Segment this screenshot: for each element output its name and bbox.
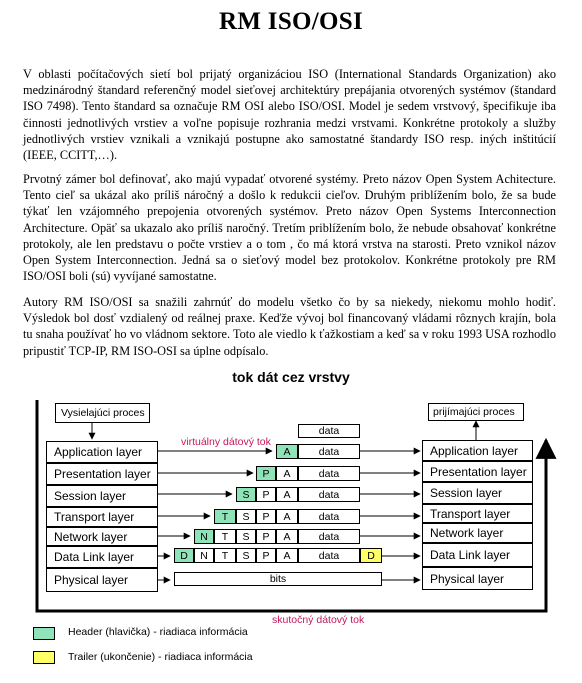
header-cell-t: T — [214, 548, 236, 563]
header-cell-a: A — [276, 529, 298, 544]
header-cell-a: A — [276, 509, 298, 524]
receiver-process: prijímajúci proces — [428, 403, 524, 421]
header-cell-a: A — [276, 548, 298, 563]
right-network-layer: Network layer — [422, 523, 533, 543]
header-cell-a: A — [276, 487, 298, 502]
header-cell-s: S — [236, 529, 256, 544]
paragraph-history: Prvotný zámer bol definovať, ako majú vypadať otvorené systémy. Preto názov Open System Achitecture. Tento cieľ sa ukázal ako príliš náročný a došlo k redukcii cieľov. Druhým priblížením bolo, že sa bude týkať len vzájomného prepojenia otvorených systémov. Preto názov Open Systems Interconnection Architecture. Opäť sa ukazalo ako príliš naročný. Tretím priblížením bolo, že nebude obsahovať konkrétne protokoly, ale len predstavu o počte vrstiev a o tom , čo má ktorá vrstva na starosti. Preto vznikol názov Open System Interconnection. Jedná sa o sieťový model bez protokolov. Konkrétne protokoly pre RM ISO/OSI boli (sú) vyvíjané samostatne. — [23, 172, 556, 284]
legend-header-text: Header (hlavička) - riadiaca informácia — [68, 626, 248, 638]
left-physical-layer: Physical layer — [46, 568, 158, 592]
header-cell-n: N — [194, 529, 214, 544]
left-data-link-layer: Data Link layer — [46, 546, 158, 568]
header-cell-s: S — [236, 509, 256, 524]
header-cell-p: P — [256, 529, 276, 544]
left-presentation-layer: Presentation layer — [46, 463, 158, 485]
right-presentation-layer: Presentation layer — [422, 461, 533, 482]
data-cell: data — [298, 529, 360, 544]
right-physical-layer: Physical layer — [422, 567, 533, 590]
header-cell-s: S — [236, 487, 256, 502]
data-cell: data — [298, 444, 360, 459]
page-title: RM ISO/OSI — [218, 8, 363, 35]
legend-header-swatch — [33, 627, 55, 640]
header-cell-p: P — [256, 466, 276, 481]
header-cell-p: P — [256, 509, 276, 524]
data-cell: data — [298, 548, 360, 563]
paragraph-outcome: Autory RM ISO/OSI sa snažili zahrnúť do modelu všetko čo by sa niekedy, niekomu mohlo hodiť. Výsledok bol dosť vzdialený od reálnej praxe. Keďže vývoj bol financovaný vládami rôznych krajín, bola tu snaha používať ho vo vládnom sektore. Toto ale viedlo k ťažkostiam a keď sa v roku 1993 USA rozhodlo pripustiť TCP-IP, RM ISO-OSI sa úplne odpísalo. — [23, 295, 556, 358]
legend-trailer-swatch — [33, 651, 55, 664]
data-cell: data — [298, 509, 360, 524]
header-cell-a: A — [276, 466, 298, 481]
header-cell-p: P — [256, 548, 276, 563]
header-cell-d: D — [174, 548, 194, 563]
diagram-title: tok dát cez vrstvy — [232, 369, 350, 385]
data-cell: data — [298, 466, 360, 481]
right-application-layer: Application layer — [422, 440, 533, 461]
header-cell-a: A — [276, 444, 298, 459]
data-cell-top: data — [298, 424, 360, 438]
paragraph-intro: V oblasti počítačových sietí bol prijatý organizáciou ISO (International Standards Organization) ako medzinárodný štandard referenčný model sieťovej architektúry prepájania otvorených systémov (štandard ISO 7498). Tento štandard sa označuje RM OSI alebo ISO/OSI. Model je sedem vrstvový, špecifikuje iba činnosti jednotlivých vrstiev a voľne popisuje rozhrania medzi vrstvami. Konkrétne protokoly a služby jednotlivých vrstiev vznikali a vznikajú postupne ako samostatné štandardy ISO resp. iných inštitúcií (IEEE, CCITT,…). — [23, 67, 556, 163]
legend-trailer-text: Trailer (ukončenie) - riadiaca informácia — [68, 651, 253, 663]
header-cell-t: T — [214, 529, 236, 544]
trailer-cell-d: D — [360, 548, 382, 563]
right-transport-layer: Transport layer — [422, 504, 533, 523]
real-flow-label: skutočný dátový tok — [272, 614, 365, 626]
left-transport-layer: Transport layer — [46, 507, 158, 527]
header-cell-t: T — [214, 509, 236, 524]
data-cell: data — [298, 487, 360, 502]
right-session-layer: Session layer — [422, 482, 533, 504]
right-data-link-layer: Data Link layer — [422, 543, 533, 567]
left-application-layer: Application layer — [46, 441, 158, 463]
header-cell-s: S — [236, 548, 256, 563]
bits-cell: bits — [174, 572, 382, 586]
left-session-layer: Session layer — [46, 485, 158, 507]
header-cell-n: N — [194, 548, 214, 563]
sender-process: Vysielajúci proces — [55, 403, 150, 423]
virtual-flow-label: virtuálny dátový tok — [181, 436, 271, 448]
header-cell-p: P — [256, 487, 276, 502]
left-network-layer: Network layer — [46, 527, 158, 546]
